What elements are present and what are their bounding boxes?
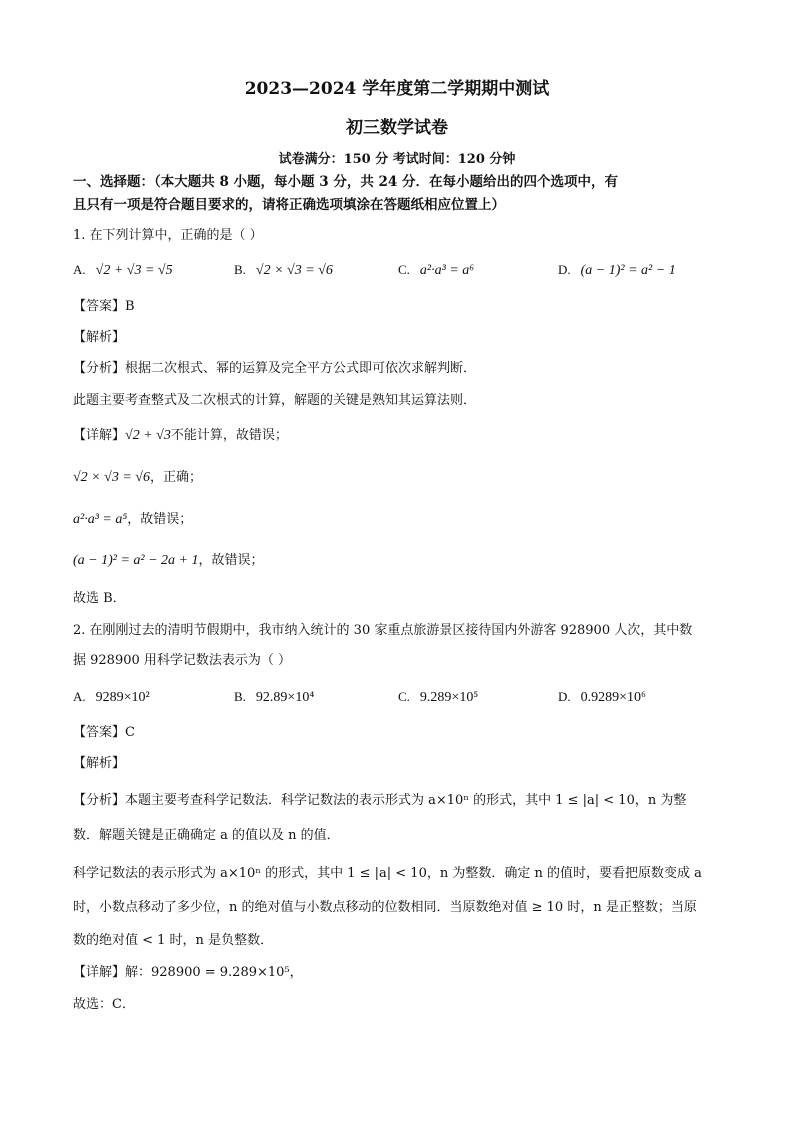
q2-option-c-expr: 9.289×10⁵	[419, 690, 479, 705]
q2-answer: 【答案】C	[73, 725, 135, 740]
q1-option-b-label: B.	[234, 262, 246, 277]
q2-analysis-line4: 时，小数点移动了多少位，n 的绝对值与小数点移动的位数相同．当原数绝对值 ≥ 10 时，n 是正整数；当原	[73, 900, 697, 915]
q2-option-d-expr: 0.9289×10⁶	[580, 690, 646, 705]
q2-option-d	[558, 689, 646, 706]
q1-detail-line1-text: 不能计算，故错误；	[170, 428, 288, 443]
q1-detail-line4-expr: (a − 1)² = a² − 2a + 1	[73, 553, 199, 568]
q2-option-a	[73, 689, 150, 706]
q2-analysis-label: 【解析】	[73, 756, 126, 771]
q1-option-d-label: D.	[558, 262, 571, 277]
q2-option-b-expr: 92.89×10⁴	[255, 690, 315, 705]
q1-option-b	[234, 262, 333, 279]
q1-option-a-label: A.	[73, 262, 86, 277]
q2-option-b	[234, 689, 314, 706]
q1-detail-line2	[73, 470, 202, 486]
q1-option-b-expr: √2 × √3 = √6	[255, 263, 333, 278]
q1-detail-line1-expr: √2 + √3	[125, 428, 171, 443]
q1-detail-line2-text: ，正确；	[149, 470, 202, 485]
q2-analysis-line2: 数．解题关键是正确确定 a 的值以及 n 的值．	[73, 828, 340, 843]
q1-option-a-expr: √2 + √3 = √5	[95, 263, 173, 278]
q2-conclusion: 故选：C．	[73, 997, 135, 1012]
q2-option-a-expr: 9289×10²	[95, 690, 150, 705]
q1-option-c-label: C.	[398, 262, 410, 277]
q2-stem-line1: 2. 在刚刚过去的清明节假期中，我市纳入统计的 30 家重点旅游景区接待国内外游客 928900 人次，其中数	[73, 623, 693, 638]
q2-analysis-line5: 数的绝对值 < 1 时，n 是负整数．	[73, 933, 274, 948]
q2-option-c-label: C.	[398, 689, 410, 704]
q1-detail-label: 【详解】	[73, 428, 126, 443]
q1-analysis-line1: 【分析】根据二次根式、幂的运算及完全平方公式即可依次求解判断．	[73, 361, 477, 376]
q1-detail-line4-text: ，故错误；	[198, 553, 264, 568]
q1-option-a	[73, 262, 173, 279]
q2-option-c	[398, 689, 478, 706]
q1-stem: 1. 在下列计算中，正确的是（ ）	[73, 228, 263, 243]
page-subtitle: 初三数学试卷	[346, 118, 448, 138]
q2-stem-line2: 据 928900 用科学记数法表示为（ ）	[73, 653, 292, 668]
q1-detail-line3-expr: a²·a³ = a⁵	[73, 512, 128, 527]
q2-detail: 【详解】解：928900 = 9.289×10⁵，	[73, 965, 303, 980]
q1-detail-line4	[73, 553, 264, 569]
q1-detail-line3	[73, 512, 192, 528]
q2-option-a-label: A.	[73, 689, 86, 704]
q2-analysis-line1: 【分析】本题主要考查科学记数法．科学记数法的表示形式为 a×10ⁿ 的形式，其中 1 ≤ |a| < 10，n 为整	[73, 793, 687, 808]
q1-conclusion: 故选 B．	[73, 591, 126, 606]
q2-option-d-label: D.	[558, 689, 571, 704]
q1-analysis-line2: 此题主要考查整式及二次根式的计算，解题的关键是熟知其运算法则．	[73, 393, 477, 408]
q1-detail-line3-text: ，故错误；	[127, 512, 193, 527]
q1-analysis-label: 【解析】	[73, 330, 126, 345]
section-heading-line1: 一、选择题：（本大题共 8 小题，每小题 3 分，共 24 分．在每小题给出的四个选项中，有	[73, 174, 619, 190]
page-title: 2023—2024 学年度第二学期期中测试	[244, 79, 550, 99]
q2-option-b-label: B.	[234, 689, 246, 704]
q1-option-d-expr: (a − 1)² = a² − 1	[580, 263, 676, 278]
q1-detail-line1	[73, 428, 288, 444]
q1-option-c-expr: a²·a³ = a⁶	[419, 263, 475, 278]
q1-option-c	[398, 262, 474, 279]
q1-answer: 【答案】B	[73, 299, 135, 314]
q2-analysis-line3: 科学记数法的表示形式为 a×10ⁿ 的形式，其中 1 ≤ |a| < 10，n 为整数．确定 n 的值时，要看把原数变成 a	[73, 866, 702, 881]
section-heading-line2: 且只有一项是符合题目要求的，请将正确选项填涂在答题纸相应位置上）	[73, 197, 505, 213]
exam-info: 试卷满分：150 分 考试时间：120 分钟	[278, 152, 516, 167]
q1-detail-line2-expr: √2 × √3 = √6	[73, 470, 150, 485]
q1-option-d	[558, 262, 676, 279]
